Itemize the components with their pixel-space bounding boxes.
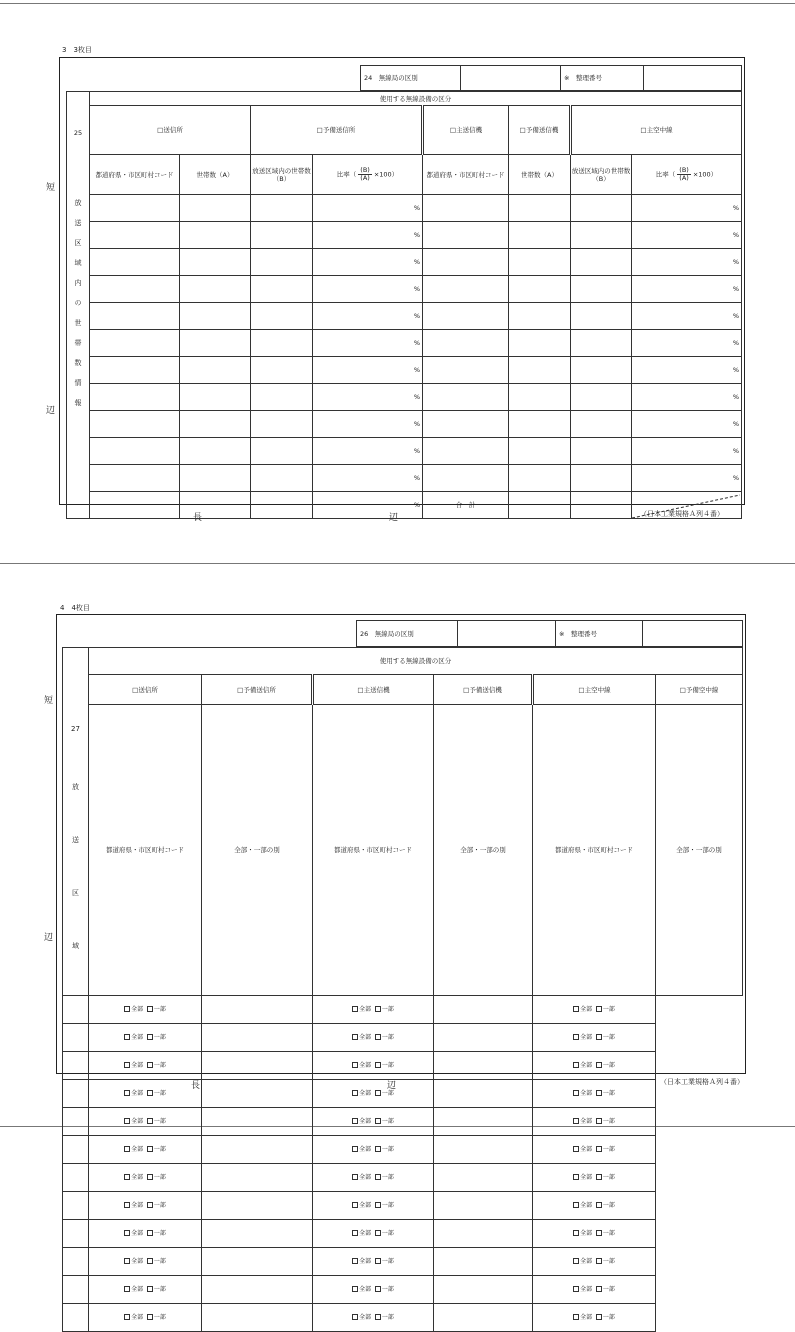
checkbox-icon[interactable] — [147, 1258, 153, 1264]
table-row: % % — [67, 411, 742, 438]
checkbox-icon[interactable] — [147, 1006, 153, 1012]
checkbox-icon[interactable] — [124, 1258, 130, 1264]
pref-code-input[interactable] — [434, 1163, 533, 1191]
checkbox-icon[interactable] — [147, 1314, 153, 1320]
p4-col-pref-1: 都道府県・市区町村コード — [89, 705, 202, 996]
scope-choice: 全部 一部 — [313, 995, 434, 1023]
pref-code-input[interactable] — [202, 1219, 313, 1247]
pref-code-input[interactable] — [202, 1023, 313, 1051]
pref-code-input[interactable] — [63, 1247, 89, 1275]
checkbox-icon[interactable] — [375, 1006, 381, 1012]
scope-choice: 全部 一部 — [89, 1303, 202, 1331]
checkbox-icon[interactable] — [573, 1090, 579, 1096]
scope-choice: 全部 一部 — [533, 1079, 656, 1107]
side-vertical-text: 放送区域内の世帯数情報 — [74, 198, 82, 419]
page4-edge-char-1: 辺 — [44, 933, 54, 943]
scope-choice: 全部 一部 — [89, 1051, 202, 1079]
row-number-25: 25 — [67, 92, 90, 155]
checkbox-icon[interactable] — [375, 1258, 381, 1264]
table-row: % % — [67, 357, 742, 384]
checkbox-icon[interactable] — [573, 1034, 579, 1040]
scope-choice: 全部 一部 — [313, 1107, 434, 1135]
p4-category-main-transmitter[interactable]: □主送信機 — [313, 675, 434, 705]
checkbox-icon[interactable] — [573, 1006, 579, 1012]
pref-code-input[interactable] — [434, 1275, 533, 1303]
page3-label: 3 3枚目 — [62, 46, 92, 54]
table-row: % % — [67, 465, 742, 492]
page3-main-table — [66, 91, 742, 519]
pref-code-input[interactable] — [202, 1163, 313, 1191]
checkbox-icon[interactable] — [596, 1230, 602, 1236]
scope-choice: 全部 一部 — [89, 1163, 202, 1191]
table-row: % % — [67, 195, 742, 222]
scope-choice: 全部 一部 — [533, 1135, 656, 1163]
scope-choice: 全部 一部 — [89, 1275, 202, 1303]
checkbox-icon[interactable] — [124, 1090, 130, 1096]
scope-choice: 全部 一部 — [533, 1303, 656, 1331]
pref-code-input[interactable] — [63, 1219, 89, 1247]
page3-short-edge: 短 — [46, 183, 56, 193]
checkbox-icon[interactable] — [147, 1174, 153, 1180]
checkbox-icon[interactable] — [147, 1202, 153, 1208]
scope-choice: 全部 一部 — [313, 1163, 434, 1191]
total-ratio-diagonal — [632, 492, 742, 519]
scope-choice: 全部 一部 — [313, 1303, 434, 1331]
pref-code-input[interactable] — [202, 995, 313, 1023]
category-transmitter-site[interactable]: □送信所 — [90, 106, 251, 155]
checkbox-icon[interactable] — [375, 1286, 381, 1292]
checkbox-icon[interactable] — [375, 1090, 381, 1096]
checkbox-icon[interactable] — [352, 1174, 358, 1180]
scope-choice: 全部 一部 — [313, 1051, 434, 1079]
checkbox-icon[interactable] — [596, 1006, 602, 1012]
pref-code-input[interactable] — [202, 1079, 313, 1107]
category-backup-transmitter-site[interactable]: □予備送信所 — [251, 106, 423, 155]
checkbox-icon[interactable] — [147, 1146, 153, 1152]
table-row — [63, 995, 743, 1023]
scope-choice: 全部 一部 — [89, 1107, 202, 1135]
table-row — [63, 1247, 743, 1275]
scope-choice: 全部 一部 — [533, 995, 656, 1023]
checkbox-icon[interactable] — [573, 1202, 579, 1208]
checkbox-icon[interactable] — [375, 1146, 381, 1152]
checkbox-icon[interactable] — [352, 1118, 358, 1124]
table-row — [63, 1219, 743, 1247]
checkbox-icon[interactable] — [375, 1174, 381, 1180]
total-row: % 合 計 — [67, 492, 742, 519]
scope-choice: 全部 一部 — [89, 995, 202, 1023]
page3-header-fields — [360, 65, 742, 91]
table-row — [63, 1303, 743, 1331]
pref-code-input[interactable] — [434, 1023, 533, 1051]
checkbox-icon[interactable] — [124, 1286, 130, 1292]
page4-main-table — [62, 647, 743, 1332]
checkbox-icon[interactable] — [147, 1062, 153, 1068]
p4-category-backup-transmitter[interactable]: □予備送信機 — [434, 675, 533, 705]
checkbox-icon[interactable] — [124, 1006, 130, 1012]
pref-code-input[interactable] — [63, 1135, 89, 1163]
scope-choice: 全部 一部 — [313, 1135, 434, 1163]
checkbox-icon[interactable] — [375, 1034, 381, 1040]
pref-code-input[interactable] — [63, 1191, 89, 1219]
page4-footer-note: （日本工業規格Ａ列４番） — [660, 1078, 744, 1086]
checkbox-icon[interactable] — [352, 1146, 358, 1152]
p4-col-pref-2: 都道府県・市区町村コード — [313, 705, 434, 996]
checkbox-icon[interactable] — [352, 1230, 358, 1236]
scope-choice: 全部 一部 — [533, 1163, 656, 1191]
pref-code-input[interactable] — [63, 1107, 89, 1135]
total-in-area[interactable] — [571, 492, 632, 519]
table-row — [63, 1023, 743, 1051]
table-row — [63, 1275, 743, 1303]
col-households-2: 世帯数（A） — [509, 155, 571, 195]
table-row: % % — [67, 330, 742, 357]
checkbox-icon[interactable] — [124, 1230, 130, 1236]
checkbox-icon[interactable] — [352, 1090, 358, 1096]
page4-header-fields — [356, 620, 743, 647]
checkbox-icon[interactable] — [375, 1202, 381, 1208]
pref-code-input[interactable] — [434, 1247, 533, 1275]
checkbox-icon[interactable] — [596, 1258, 602, 1264]
p4-col-scope-2: 全部・一部の別 — [434, 705, 533, 996]
checkbox-icon[interactable] — [573, 1174, 579, 1180]
page4-edge-char-2: 長 — [191, 1081, 201, 1091]
table-row: % % — [67, 222, 742, 249]
checkbox-icon[interactable] — [596, 1118, 602, 1124]
page4-edge-char-3: 辺 — [387, 1081, 397, 1091]
scope-choice: 全部 一部 — [89, 1247, 202, 1275]
side-vertical-cell-4 — [63, 705, 89, 996]
checkbox-icon[interactable] — [124, 1146, 130, 1152]
scope-choice: 全部 一部 — [313, 1247, 434, 1275]
col-ratio-2: 比率（ $\frac{(B)}{(A)}$ ×100） — [632, 155, 742, 195]
field24-label: 24 無線局の区別 — [361, 66, 461, 91]
col-ratio-1: 比率（ $\frac{(B)}{(A)}$ ×100） — [313, 155, 423, 195]
col-households-1: 世帯数（A） — [180, 155, 251, 195]
checkbox-icon[interactable] — [147, 1034, 153, 1040]
pref-code-input[interactable] — [434, 1051, 533, 1079]
table-row — [63, 1191, 743, 1219]
table-row: % % — [67, 303, 742, 330]
p4-col-pref-3: 都道府県・市区町村コード — [533, 705, 656, 996]
table-row — [63, 1107, 743, 1135]
p4-category-transmitter-site[interactable]: □送信所 — [89, 675, 202, 705]
checkbox-icon[interactable] — [124, 1314, 130, 1320]
checkbox-icon[interactable] — [352, 1006, 358, 1012]
scope-choice: 全部 一部 — [89, 1219, 202, 1247]
pref-code-input[interactable] — [434, 1107, 533, 1135]
checkbox-icon[interactable] — [124, 1062, 130, 1068]
table-row: % % — [67, 384, 742, 411]
scope-choice: 全部 一部 — [533, 1219, 656, 1247]
checkbox-icon[interactable] — [573, 1286, 579, 1292]
pref-code-input[interactable] — [202, 1107, 313, 1135]
checkbox-icon[interactable] — [573, 1258, 579, 1264]
pref-code-input[interactable] — [434, 1303, 533, 1331]
col-in-area-1: 放送区域内の世帯数（B） — [251, 155, 313, 195]
checkbox-icon[interactable] — [596, 1090, 602, 1096]
checkbox-icon[interactable] — [375, 1314, 381, 1320]
usage-header-4: 使用する無線設備の区分 — [89, 648, 743, 675]
middle-divider — [0, 563, 795, 564]
pref-code-input[interactable] — [202, 1275, 313, 1303]
p4-col-scope-3: 全部・一部の別 — [656, 705, 743, 996]
page3-edge-char-1: 辺 — [46, 406, 56, 416]
field26-label: 26 無線局の区別 — [357, 621, 458, 647]
scope-choice: 全部 一部 — [533, 1051, 656, 1079]
scope-choice: 全部 一部 — [89, 1023, 202, 1051]
table-row: % % — [67, 249, 742, 276]
pref-code-input[interactable] — [63, 1079, 89, 1107]
pref-code-input[interactable] — [202, 1135, 313, 1163]
page4-corner — [63, 648, 89, 705]
p4-category-main-antenna[interactable]: □主空中線 — [533, 675, 656, 705]
checkbox-icon[interactable] — [596, 1202, 602, 1208]
checkbox-icon[interactable] — [124, 1174, 130, 1180]
pref-code-input[interactable] — [434, 1191, 533, 1219]
pref-code-input[interactable] — [63, 1303, 89, 1331]
checkbox-icon[interactable] — [375, 1118, 381, 1124]
checkbox-icon[interactable] — [124, 1118, 130, 1124]
scope-choice: 全部 一部 — [89, 1135, 202, 1163]
checkbox-icon[interactable] — [124, 1202, 130, 1208]
checkbox-icon[interactable] — [147, 1118, 153, 1124]
field26-input[interactable] — [458, 621, 556, 647]
checkbox-icon[interactable] — [352, 1062, 358, 1068]
category-main-transmitter[interactable]: □主送信機 — [423, 106, 509, 155]
mgmt-number-label-4: ※ 整理番号 — [556, 621, 643, 647]
pref-code-input[interactable] — [202, 1247, 313, 1275]
total-households[interactable] — [509, 492, 571, 519]
pref-code-input[interactable] — [202, 1303, 313, 1331]
scope-choice: 全部 一部 — [533, 1247, 656, 1275]
table-row — [63, 1051, 743, 1079]
pref-code-input[interactable] — [63, 1023, 89, 1051]
pref-code-input[interactable] — [63, 995, 89, 1023]
checkbox-icon[interactable] — [573, 1118, 579, 1124]
page3-edge-char-3: 辺 — [389, 513, 399, 523]
col-pref-code-2: 都道府県・市区町村コード — [423, 155, 509, 195]
checkbox-icon[interactable] — [352, 1034, 358, 1040]
checkbox-icon[interactable] — [596, 1034, 602, 1040]
checkbox-icon[interactable] — [596, 1146, 602, 1152]
page4-short-edge: 短 — [44, 696, 54, 706]
pref-code-input[interactable] — [202, 1051, 313, 1079]
checkbox-icon[interactable] — [124, 1034, 130, 1040]
pref-code-input[interactable] — [63, 1275, 89, 1303]
scope-choice: 全部 一部 — [313, 1275, 434, 1303]
checkbox-icon[interactable] — [352, 1258, 358, 1264]
category-backup-transmitter[interactable]: □予備送信機 — [509, 106, 571, 155]
scope-choice: 全部 一部 — [313, 1191, 434, 1219]
pref-code-input[interactable] — [434, 1135, 533, 1163]
page3-footer-note: （日本工業規格Ａ列４番） — [640, 510, 724, 518]
p4-category-backup-antenna[interactable]: □予備空中線 — [656, 675, 743, 705]
pref-code-input[interactable] — [202, 1191, 313, 1219]
mgmt-number-input[interactable] — [644, 66, 742, 91]
pref-code-input[interactable] — [434, 1219, 533, 1247]
table-row: % % — [67, 438, 742, 465]
checkbox-icon[interactable] — [596, 1174, 602, 1180]
scope-choice: 全部 一部 — [89, 1191, 202, 1219]
scope-choice: 全部 一部 — [313, 1023, 434, 1051]
scope-choice: 全部 一部 — [533, 1023, 656, 1051]
pref-code-input[interactable] — [63, 1163, 89, 1191]
checkbox-icon[interactable] — [573, 1314, 579, 1320]
category-main-antenna[interactable]: □主空中線 — [571, 106, 742, 155]
top-divider — [0, 3, 795, 4]
page3-edge-char-2: 長 — [193, 513, 203, 523]
row-number-27: 27 — [71, 724, 80, 733]
usage-header: 使用する無線設備の区分 — [90, 92, 742, 106]
pref-code-input[interactable] — [63, 1051, 89, 1079]
checkbox-icon[interactable] — [147, 1230, 153, 1236]
side-vertical-cell — [67, 155, 90, 519]
field24-input[interactable] — [461, 66, 561, 91]
scope-choice: 全部 一部 — [313, 1079, 434, 1107]
scope-choice: 全部 一部 — [533, 1107, 656, 1135]
checkbox-icon[interactable] — [352, 1314, 358, 1320]
table-row — [63, 1163, 743, 1191]
checkbox-icon[interactable] — [147, 1090, 153, 1096]
pref-code-input[interactable] — [434, 1079, 533, 1107]
p4-category-backup-transmitter-site[interactable]: □予備送信所 — [202, 675, 313, 705]
col-in-area-2: 放送区域内の世帯数（B） — [571, 155, 632, 195]
mgmt-number-label: ※ 整理番号 — [561, 66, 644, 91]
checkbox-icon[interactable] — [352, 1286, 358, 1292]
scope-choice: 全部 一部 — [313, 1219, 434, 1247]
checkbox-icon[interactable] — [573, 1230, 579, 1236]
checkbox-icon[interactable] — [375, 1062, 381, 1068]
table-row: % % — [67, 276, 742, 303]
pref-code-input[interactable] — [434, 995, 533, 1023]
table-row — [63, 1079, 743, 1107]
mgmt-number-input-4[interactable] — [643, 621, 743, 647]
checkbox-icon[interactable] — [596, 1062, 602, 1068]
total-label: 合 計 — [423, 492, 509, 519]
side-vertical-text-4: 放送区域 — [71, 782, 80, 995]
checkbox-icon[interactable] — [596, 1314, 602, 1320]
page4-label: 4 4枚目 — [60, 604, 90, 612]
scope-choice: 全部 一部 — [533, 1275, 656, 1303]
checkbox-icon[interactable] — [573, 1062, 579, 1068]
checkbox-icon[interactable] — [147, 1286, 153, 1292]
col-pref-code-1: 都道府県・市区町村コード — [90, 155, 180, 195]
p4-col-scope-1: 全部・一部の別 — [202, 705, 313, 996]
scope-choice: 全部 一部 — [533, 1191, 656, 1219]
checkbox-icon[interactable] — [375, 1230, 381, 1236]
table-row — [63, 1135, 743, 1163]
checkbox-icon[interactable] — [573, 1146, 579, 1152]
checkbox-icon[interactable] — [352, 1202, 358, 1208]
scope-choice: 全部 一部 — [89, 1079, 202, 1107]
checkbox-icon[interactable] — [596, 1286, 602, 1292]
